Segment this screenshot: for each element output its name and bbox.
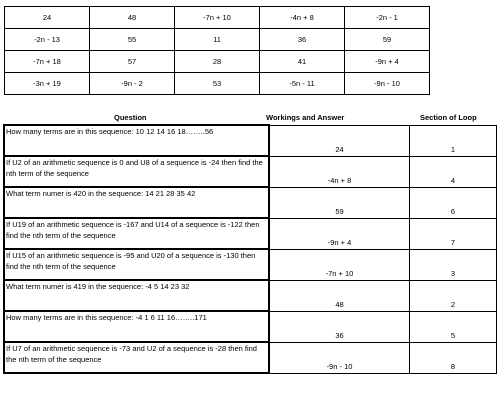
- table-row: [4, 280, 497, 311]
- grid-cell: 41: [260, 51, 345, 73]
- answer-cell: -4n + 8: [269, 156, 410, 187]
- table-row: [4, 218, 497, 249]
- grid-cell: 24: [5, 7, 90, 29]
- section-cell: 3: [410, 249, 497, 280]
- question-cell: If U15 of an arithmetic sequence is -95 and U20 of a sequence is -130 then find the nth term of the sequence: [4, 249, 269, 280]
- table-row: [4, 125, 497, 156]
- grid-cell: 48: [90, 7, 175, 29]
- question-cell: If U2 of an arithmetic sequence is 0 and U8 of a sequence is -24 then find the nth term of the sequence: [4, 156, 269, 187]
- question-cell: What term numer is 419 in the sequence: -4 5 14 23 32: [4, 280, 269, 311]
- grid-cell: -7n + 10: [175, 7, 260, 29]
- question-cell: What term numer is 420 in the sequence: 14 21 28 35 42: [4, 187, 269, 218]
- grid-cell: -2n - 13: [5, 29, 90, 51]
- grid-cell: -4n + 8: [260, 7, 345, 29]
- grid-cell: 55: [90, 29, 175, 51]
- section-header: Section of Loop: [420, 113, 477, 122]
- answer-cell: -9n + 4: [269, 218, 410, 249]
- section-cell: 1: [410, 125, 497, 156]
- section-cell: 2: [410, 280, 497, 311]
- section-cell: 4: [410, 156, 497, 187]
- answer-cell: 24: [269, 125, 410, 156]
- grid-cell: 36: [260, 29, 345, 51]
- grid-cell: -5n - 11: [260, 73, 345, 95]
- grid-cell: -7n + 18: [5, 51, 90, 73]
- grid-cell: -9n - 10: [345, 73, 430, 95]
- answer-cell: -9n - 10: [269, 342, 410, 373]
- question-table: [3, 124, 497, 374]
- answer-cell: 48: [269, 280, 410, 311]
- table-row: [4, 342, 497, 373]
- workings-header: Workings and Answer: [266, 113, 345, 122]
- grid-cell: 53: [175, 73, 260, 95]
- section-cell: 6: [410, 187, 497, 218]
- grid-cell: 11: [175, 29, 260, 51]
- grid-row: [5, 73, 430, 95]
- answer-cell: 36: [269, 311, 410, 342]
- section-cell: 5: [410, 311, 497, 342]
- table-row: [4, 249, 497, 280]
- grid-cell: 57: [90, 51, 175, 73]
- question-header: Question: [114, 113, 147, 122]
- grid-row: [5, 7, 430, 29]
- grid-cell: 59: [345, 29, 430, 51]
- grid-cell: -9n - 2: [90, 73, 175, 95]
- grid-row: [5, 29, 430, 51]
- answer-cell: -7n + 10: [269, 249, 410, 280]
- answer-cell: 59: [269, 187, 410, 218]
- grid-cell: 28: [175, 51, 260, 73]
- section-cell: 7: [410, 218, 497, 249]
- loop-answer-grid: [4, 6, 430, 95]
- grid-row: [5, 51, 430, 73]
- table-row: [4, 187, 497, 218]
- table-row: [4, 156, 497, 187]
- table-row: [4, 311, 497, 342]
- question-cell: How many terms are in this sequence: 10 12 14 16 18……..56: [4, 125, 269, 156]
- grid-cell: -3n + 19: [5, 73, 90, 95]
- question-cell: If U7 of an arithmetic sequence is -73 and U2 of a sequence is -28 then find the nth term of the sequence: [4, 342, 269, 373]
- question-cell: How many terms are in this sequence: -4 1 6 11 16……..171: [4, 311, 269, 342]
- grid-cell: -2n - 1: [345, 7, 430, 29]
- grid-cell: -9n + 4: [345, 51, 430, 73]
- section-cell: 8: [410, 342, 497, 373]
- question-cell: If U19 of an arithmetic sequence is -167 and U14 of a sequence is -122 then find the nth term of the sequence: [4, 218, 269, 249]
